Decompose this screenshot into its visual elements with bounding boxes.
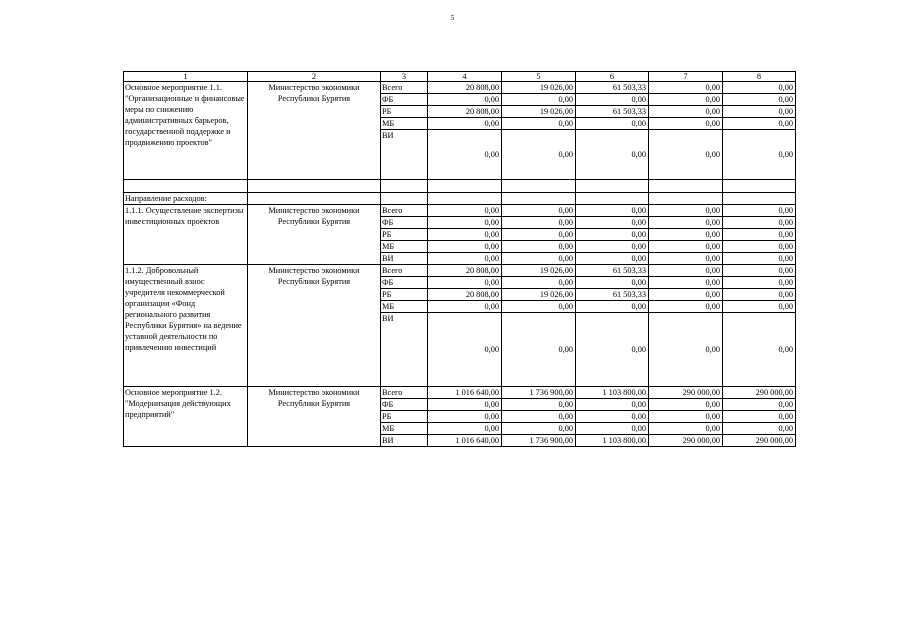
value-cell: 1 016 640,00 xyxy=(428,435,502,447)
value-cell: 290 000,00 xyxy=(723,387,796,399)
value-cell: 0,00 xyxy=(723,130,796,180)
value-cell: 0,00 xyxy=(649,253,723,265)
value-cell: 0,00 xyxy=(502,399,576,411)
value-cell: 61 503,33 xyxy=(576,106,649,118)
value-cell: 0,00 xyxy=(723,205,796,217)
value-cell: 0,00 xyxy=(723,82,796,94)
value-cell: 0,00 xyxy=(649,217,723,229)
value-cell: 0,00 xyxy=(576,423,649,435)
value-cell: 19 026,00 xyxy=(502,289,576,301)
funding-source: РБ xyxy=(381,289,428,301)
funding-source: ФБ xyxy=(381,217,428,229)
activity-description: Основное мероприятие 1.2. "Модернизация действующих предприятий" xyxy=(124,387,248,447)
funding-source: ВИ xyxy=(381,253,428,265)
empty-cell xyxy=(576,193,649,205)
value-cell: 0,00 xyxy=(723,399,796,411)
value-cell: 0,00 xyxy=(502,94,576,106)
value-cell: 0,00 xyxy=(649,205,723,217)
header-cell: 4 xyxy=(428,72,502,82)
value-cell: 0,00 xyxy=(576,313,649,387)
value-cell: 0,00 xyxy=(502,229,576,241)
funding-source: МБ xyxy=(381,241,428,253)
value-cell: 1 103 800,00 xyxy=(576,435,649,447)
activity-description: 1.1.2. Добровольный имущественный взнос учредителя некоммерческой организации «Фонд регионального развития Республики Бурятия» на ведение уставной деятельности по привлечению инвестиций xyxy=(124,265,248,387)
responsible-org: Министерство экономики Республики Бурятия xyxy=(248,205,381,265)
header-cell: 6 xyxy=(576,72,649,82)
value-cell: 0,00 xyxy=(649,265,723,277)
value-cell: 0,00 xyxy=(649,399,723,411)
value-cell: 0,00 xyxy=(649,94,723,106)
empty-cell xyxy=(576,180,649,193)
funding-source: ВИ xyxy=(381,130,428,180)
empty-cell xyxy=(428,180,502,193)
table-row xyxy=(124,82,796,94)
table-row xyxy=(124,205,796,217)
header-cell: 5 xyxy=(502,72,576,82)
empty-cell xyxy=(649,180,723,193)
value-cell: 20 808,00 xyxy=(428,265,502,277)
value-cell: 0,00 xyxy=(428,423,502,435)
value-cell: 0,00 xyxy=(723,241,796,253)
value-cell: 0,00 xyxy=(723,411,796,423)
value-cell: 0,00 xyxy=(576,253,649,265)
funding-source: ВИ xyxy=(381,435,428,447)
value-cell: 61 503,33 xyxy=(576,289,649,301)
funding-source: ФБ xyxy=(381,277,428,289)
funding-source: Всего xyxy=(381,205,428,217)
value-cell: 1 016 640,00 xyxy=(428,387,502,399)
value-cell: 0,00 xyxy=(723,94,796,106)
value-cell: 0,00 xyxy=(502,241,576,253)
value-cell: 0,00 xyxy=(576,301,649,313)
empty-cell xyxy=(723,180,796,193)
value-cell: 0,00 xyxy=(428,217,502,229)
value-cell: 0,00 xyxy=(428,229,502,241)
value-cell: 0,00 xyxy=(649,289,723,301)
value-cell: 290 000,00 xyxy=(723,435,796,447)
value-cell: 0,00 xyxy=(576,94,649,106)
value-cell: 1 736 900,00 xyxy=(502,387,576,399)
section-label: Направление расходов: xyxy=(124,193,248,205)
funding-source: Всего xyxy=(381,82,428,94)
value-cell: 0,00 xyxy=(502,253,576,265)
value-cell: 0,00 xyxy=(649,82,723,94)
value-cell: 0,00 xyxy=(649,229,723,241)
value-cell: 61 503,33 xyxy=(576,82,649,94)
value-cell: 0,00 xyxy=(502,313,576,387)
value-cell: 1 736 900,00 xyxy=(502,435,576,447)
value-cell: 0,00 xyxy=(723,277,796,289)
value-cell: 0,00 xyxy=(428,130,502,180)
value-cell: 0,00 xyxy=(649,277,723,289)
funding-source: ФБ xyxy=(381,399,428,411)
empty-cell xyxy=(502,193,576,205)
value-cell: 0,00 xyxy=(502,301,576,313)
value-cell: 0,00 xyxy=(428,118,502,130)
activity-description: Основное мероприятие 1.1. "Организационные и финансовые меры по снижению административных барьеров, государственной поддержке и продвижению проектов" xyxy=(124,82,248,180)
value-cell: 61 503,33 xyxy=(576,265,649,277)
value-cell: 19 026,00 xyxy=(502,265,576,277)
funding-source: Всего xyxy=(381,265,428,277)
value-cell: 0,00 xyxy=(576,118,649,130)
funding-source: МБ xyxy=(381,118,428,130)
responsible-org: Министерство экономики Республики Бурятия xyxy=(248,387,381,447)
value-cell: 0,00 xyxy=(723,423,796,435)
financing-table xyxy=(123,71,796,447)
value-cell: 0,00 xyxy=(502,411,576,423)
value-cell: 0,00 xyxy=(428,411,502,423)
value-cell: 1 103 800,00 xyxy=(576,387,649,399)
value-cell: 0,00 xyxy=(576,411,649,423)
value-cell: 0,00 xyxy=(502,130,576,180)
funding-source: МБ xyxy=(381,301,428,313)
value-cell: 0,00 xyxy=(428,313,502,387)
header-cell: 2 xyxy=(248,72,381,82)
funding-source: РБ xyxy=(381,411,428,423)
activity-description: 1.1.1. Осуществление экспертизы инвестиционных проектов xyxy=(124,205,248,265)
empty-cell xyxy=(428,193,502,205)
value-cell: 0,00 xyxy=(723,301,796,313)
funding-source: ФБ xyxy=(381,94,428,106)
value-cell: 0,00 xyxy=(576,205,649,217)
section-row xyxy=(124,193,796,205)
value-cell: 0,00 xyxy=(428,399,502,411)
value-cell: 0,00 xyxy=(576,217,649,229)
value-cell: 0,00 xyxy=(502,205,576,217)
value-cell: 0,00 xyxy=(428,253,502,265)
empty-cell xyxy=(723,193,796,205)
value-cell: 19 026,00 xyxy=(502,106,576,118)
value-cell: 0,00 xyxy=(428,241,502,253)
table-row xyxy=(124,180,796,193)
value-cell: 0,00 xyxy=(723,118,796,130)
empty-cell xyxy=(381,193,428,205)
funding-source: Всего xyxy=(381,387,428,399)
value-cell: 0,00 xyxy=(649,411,723,423)
value-cell: 0,00 xyxy=(723,229,796,241)
funding-source: ВИ xyxy=(381,313,428,387)
value-cell: 20 808,00 xyxy=(428,289,502,301)
value-cell: 19 026,00 xyxy=(502,82,576,94)
header-cell: 1 xyxy=(124,72,248,82)
empty-cell xyxy=(381,180,428,193)
table-row xyxy=(124,387,796,399)
responsible-org: Министерство экономики Республики Бурятия xyxy=(248,265,381,387)
header-row xyxy=(124,72,796,82)
funding-source: РБ xyxy=(381,229,428,241)
value-cell: 0,00 xyxy=(576,277,649,289)
empty-cell xyxy=(248,180,381,193)
value-cell: 0,00 xyxy=(723,106,796,118)
value-cell: 0,00 xyxy=(502,423,576,435)
value-cell: 0,00 xyxy=(649,241,723,253)
header-cell: 8 xyxy=(723,72,796,82)
value-cell: 0,00 xyxy=(428,205,502,217)
value-cell: 0,00 xyxy=(649,130,723,180)
value-cell: 0,00 xyxy=(576,241,649,253)
value-cell: 0,00 xyxy=(502,277,576,289)
funding-source: МБ xyxy=(381,423,428,435)
value-cell: 290 000,00 xyxy=(649,387,723,399)
value-cell: 0,00 xyxy=(428,277,502,289)
value-cell: 20 808,00 xyxy=(428,106,502,118)
empty-cell xyxy=(248,193,381,205)
empty-cell xyxy=(649,193,723,205)
value-cell: 0,00 xyxy=(649,106,723,118)
value-cell: 0,00 xyxy=(576,229,649,241)
value-cell: 0,00 xyxy=(723,289,796,301)
value-cell: 0,00 xyxy=(576,399,649,411)
value-cell: 0,00 xyxy=(723,217,796,229)
empty-cell xyxy=(502,180,576,193)
value-cell: 0,00 xyxy=(502,217,576,229)
value-cell: 0,00 xyxy=(649,313,723,387)
value-cell: 0,00 xyxy=(649,118,723,130)
value-cell: 0,00 xyxy=(502,118,576,130)
value-cell: 0,00 xyxy=(428,94,502,106)
value-cell: 20 808,00 xyxy=(428,82,502,94)
funding-source: РБ xyxy=(381,106,428,118)
header-cell: 3 xyxy=(381,72,428,82)
empty-cell xyxy=(124,180,248,193)
value-cell: 0,00 xyxy=(649,301,723,313)
page-number: 5 xyxy=(450,14,455,22)
value-cell: 0,00 xyxy=(576,130,649,180)
value-cell: 0,00 xyxy=(723,253,796,265)
value-cell: 0,00 xyxy=(723,265,796,277)
table-row xyxy=(124,265,796,277)
value-cell: 0,00 xyxy=(428,301,502,313)
value-cell: 0,00 xyxy=(723,313,796,387)
responsible-org: Министерство экономики Республики Бурятия xyxy=(248,82,381,180)
value-cell: 290 000,00 xyxy=(649,435,723,447)
value-cell: 0,00 xyxy=(649,423,723,435)
header-cell: 7 xyxy=(649,72,723,82)
